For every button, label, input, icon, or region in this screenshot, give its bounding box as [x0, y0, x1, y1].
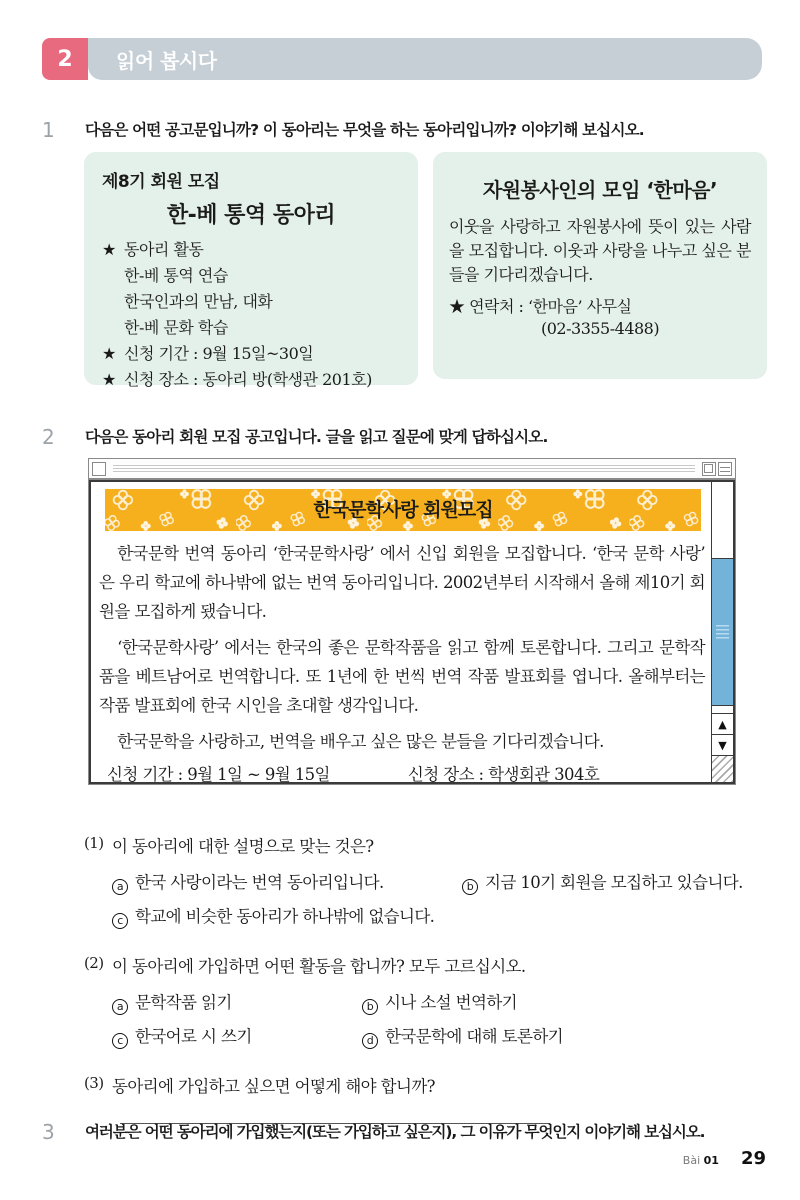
notice-item-text: 한-베 통역 연습: [124, 265, 228, 285]
option-text: 문학작품 읽기: [135, 993, 232, 1012]
section-title-bar: [88, 38, 762, 80]
question-3: [84, 1073, 774, 1124]
notice-interpreting-club: [84, 152, 418, 389]
notice-left-item: [102, 367, 400, 393]
option-c: [112, 903, 462, 927]
activity-3-row: [42, 1120, 766, 1144]
option-letter: c: [112, 913, 128, 929]
question-number: (2): [84, 954, 104, 972]
option-text: 한국 사랑이라는 번역 동아리입니다.: [135, 873, 384, 892]
star-bullet: ★: [102, 240, 116, 259]
notice-left-item: [102, 263, 400, 289]
notice-left-subtitle: 제8기 회원 모집: [102, 172, 220, 192]
notice-left-item: [102, 289, 400, 315]
option-text: 학교에 비슷한 동아리가 하나밖에 없습니다.: [135, 907, 435, 926]
arrow-up-icon: ▲: [718, 717, 727, 731]
question-number: (3): [84, 1074, 104, 1092]
option-text: 한국문학에 대해 토론하기: [385, 1027, 564, 1046]
option-letter: b: [462, 879, 478, 895]
question-2: [84, 953, 774, 1047]
lesson-number: 01: [703, 1154, 719, 1167]
scrollbar-grip: [716, 625, 729, 639]
option-letter: c: [112, 1033, 128, 1049]
window-zoom-box[interactable]: [702, 462, 716, 476]
lesson-label: Bài 01: [682, 1154, 719, 1167]
option-text: 한국어로 시 쓰기: [135, 1027, 252, 1046]
option-text: 지금 10기 회원을 모집하고 있습니다.: [485, 873, 743, 892]
notice-item-text: 한-베 문화 학습: [124, 317, 228, 337]
scrollbar-thumb[interactable]: [712, 558, 733, 706]
activity-3-prompt: 여러분은 어떤 동아리에 가입했는지(또는 가입하고 싶은지), 그 이유가 무엇인지 이야기해 보십시오.: [85, 1123, 705, 1141]
option-a: [112, 869, 462, 893]
announcement-window: [88, 458, 736, 785]
star-bullet: ★: [102, 343, 116, 363]
announcement-paragraph: 한국문학 번역 동아리 ‘한국문학사랑’ 에서 신입 회원을 모집합니다. ‘한국 문학 사랑’ 은 우리 학교에 하나밖에 없는 번역 동아리입니다. 2002년부터 시작해서 올해 제10기 회원을 모집하게 됐습니다.: [99, 544, 705, 621]
notice-item-text: 동아리 활동: [124, 240, 204, 259]
section-number-badge: 2: [42, 38, 88, 80]
question-number: (1): [84, 834, 104, 852]
notice-left-item: [102, 237, 400, 263]
star-bullet: ★: [102, 369, 116, 389]
notice-volunteer-club: [433, 152, 767, 379]
option-b: [362, 989, 774, 1013]
announcement-title: 한국문학사랑 회원모집: [313, 499, 493, 521]
option-letter: d: [362, 1033, 378, 1049]
notice-item-text: 한국인과의 만남, 대화: [124, 291, 273, 311]
application-place: 신청 장소 : 학생회관 304호: [407, 765, 600, 782]
activity-2-prompt: 다음은 동아리 회원 모집 공고입니다. 글을 읽고 질문에 맞게 답하십시오.: [85, 428, 548, 446]
notice-left-title: 한-베 통역 동아리: [166, 203, 336, 228]
announcement-paragraph: ‘한국문학사랑’ 에서는 한국의 좋은 문학작품을 읽고 함께 토론합니다. 그리고 문학작품을 베트남어로 번역합니다. 또 1년에 한 번씩 번역 작품 발표회를 엽니다. 올해부터는 작품 발표회에 한국 시인을 초대할 생각입니다.: [99, 638, 705, 715]
scrollbar-track[interactable]: [712, 482, 733, 713]
activity-2-row: [42, 425, 766, 449]
window-collapse-box[interactable]: [718, 462, 732, 476]
notice-right-contact: ★ 연락처 : ‘한마음’ 사무실: [449, 297, 632, 316]
question-text: 이 동아리에 대한 설명으로 맞는 것은?: [112, 837, 374, 856]
announcement-meta: [99, 761, 705, 782]
question-text: 이 동아리에 가입하면 어떤 활동을 합니까? 모두 고르십시오.: [112, 957, 526, 976]
section-header: [42, 38, 762, 80]
window-resize-handle[interactable]: [712, 755, 733, 782]
announcement-body: [91, 482, 711, 782]
titlebar-stripes: [113, 463, 695, 474]
window-content: [89, 480, 735, 784]
activity-1-row: [42, 118, 766, 142]
option-d: [362, 1023, 774, 1047]
option-letter: a: [112, 999, 128, 1015]
scroll-up-button[interactable]: [712, 713, 733, 734]
option-b: [462, 869, 774, 893]
section-title: 읽어 봅시다: [116, 48, 217, 73]
notice-boxes: [84, 152, 768, 389]
option-a: [112, 989, 362, 1013]
question-list: [84, 833, 774, 1150]
notice-left-item: [102, 341, 400, 367]
scroll-down-button[interactable]: [712, 734, 733, 755]
option-c: [112, 1023, 362, 1047]
notice-item-text: 신청 기간 : 9월 15일~30일: [124, 343, 314, 363]
activity-3-number: 3: [42, 1120, 55, 1144]
window-titlebar[interactable]: [89, 459, 735, 480]
option-letter: b: [362, 999, 378, 1015]
question-1: [84, 833, 774, 927]
notice-item-text: 신청 장소 : 동아리 방(학생관 201호): [124, 369, 372, 389]
notice-right-phone: (02-3355-4488): [541, 319, 660, 338]
question-text: 동아리에 가입하고 싶으면 어떻게 해야 합니까?: [112, 1077, 435, 1096]
page-footer: [683, 1148, 766, 1169]
activity-1-prompt: 다음은 어떤 공고문입니까? 이 동아리는 무엇을 하는 동아리입니까? 이야기해 보십시오.: [85, 121, 644, 139]
announcement-paragraph: 한국문학을 사랑하고, 번역을 배우고 싶은 많은 분들을 기다리겠습니다.: [117, 732, 604, 751]
arrow-down-icon: ▼: [718, 738, 727, 752]
option-letter: a: [112, 879, 128, 895]
announcement-banner: [105, 489, 701, 531]
notice-left-item: [102, 315, 400, 341]
window-close-box[interactable]: [92, 462, 106, 476]
activity-2-number: 2: [42, 425, 55, 449]
window-scrollbar[interactable]: [711, 482, 733, 782]
activity-1-number: 1: [42, 118, 55, 142]
notice-right-title: 자원봉사인의 모임 ‘한마음’: [482, 178, 718, 202]
notice-right-body: 이웃을 사랑하고 자원봉사에 뜻이 있는 사람을 모집합니다. 이웃과 사랑을 나누고 싶은 분들을 기다리겠습니다.: [449, 217, 751, 284]
option-text: 시나 소설 번역하기: [385, 993, 518, 1012]
page-number: 29: [740, 1148, 766, 1169]
application-period: 신청 기간 : 9월 1일 ~ 9월 15일: [107, 765, 330, 782]
